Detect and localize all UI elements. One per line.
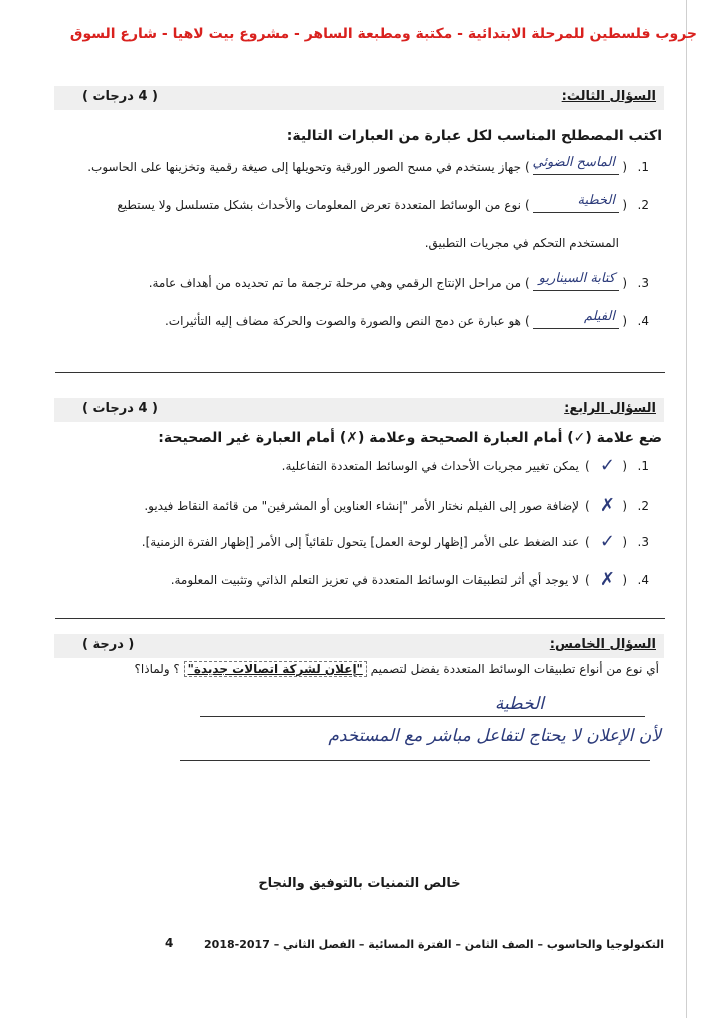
q4-item-4 <box>59 570 649 594</box>
q3-item-3 <box>59 273 649 297</box>
item-number: 3. <box>637 535 649 549</box>
item-text: نوع من الوسائط المتعددة تعرض المعلومات والأحداث بشكل متسلسل ولا يستطيع <box>117 198 521 212</box>
q4-item-1 <box>59 456 649 480</box>
item-number: 1. <box>637 459 649 473</box>
item-number: 1. <box>637 160 649 174</box>
answer-blank: ( الماسح الضوئي ) <box>525 155 627 174</box>
check-icon: ✓ <box>599 455 615 476</box>
section-divider <box>55 618 665 619</box>
q3-instruction: اكتب المصطلح المناسب لكل عبارة من العبارات التالية: <box>286 128 662 144</box>
q3-item-4 <box>59 311 649 335</box>
q4-item-2 <box>59 496 649 520</box>
item-text: عند الضغط على الأمر [إظهار لوحة العمل] يتحول تلقائياً إلى الأمر [إظهار الفترة الزمنية]. <box>141 535 579 549</box>
answer-mark: ( ✓ ) <box>585 531 627 552</box>
check-icon: ✓ <box>599 531 615 552</box>
q5-score: ( درجة ) <box>82 637 135 652</box>
answer-mark: ( ✗ ) <box>585 495 627 516</box>
q5-text-before: أي نوع من أنواع تطبيقات الوسائط المتعددة يفضل لتصميم <box>370 662 659 676</box>
handwritten-answer: الفيلم <box>583 309 615 324</box>
q4-instruction: ضع علامة (✓) أمام العبارة الصحيحة وعلامة (✗) أمام العبارة غير الصحيحة: <box>158 430 662 446</box>
q5-title-bar <box>54 634 664 658</box>
page-number: 4 <box>165 936 174 950</box>
page-footer: التكنولوجيا والحاسوب – الصف الثامن – الفترة المسائية – الفصل الثاني – 2017-2018 <box>204 938 664 951</box>
section-divider <box>55 372 665 373</box>
q5-handwritten-answer-1: الخطية <box>494 694 544 714</box>
cross-icon: ✗ <box>599 495 615 516</box>
q5-text-after: ؟ ولماذا؟ <box>134 662 180 676</box>
cross-icon: ✗ <box>599 569 615 590</box>
q3-title: السؤال الثالث: <box>561 89 656 104</box>
item-number: 2. <box>637 198 649 212</box>
page-header: جروب فلسطين للمرحلة الابتدائية - مكتبة ومطبعة الساهر - مشروع بيت لاهيا - شارع السوق <box>69 26 697 42</box>
answer-blank: ( الخطية ) <box>525 193 627 212</box>
q4-score: ( 4 درجات ) <box>82 401 158 416</box>
q4-item-3 <box>59 532 649 556</box>
q5-question <box>135 662 659 676</box>
q3-item-2 <box>59 195 649 219</box>
item-number: 4. <box>637 573 649 587</box>
answer-line <box>180 760 650 761</box>
q3-score: ( 4 درجات ) <box>82 89 158 104</box>
item-text: من مراحل الإنتاج الرقمي وهي مرحلة ترجمة ما تم تحديده من أهداف عامة. <box>148 276 521 290</box>
q5-highlight: "إعلان لشركة اتصالات جديدة" <box>184 661 367 677</box>
page-edge-line <box>686 0 687 1018</box>
item-number: 4. <box>637 314 649 328</box>
item-text: لا يوجد أي أثر لتطبيقات الوسائط المتعددة في تعزيز التعلم الذاتي وتثبيت المعلومة. <box>170 573 579 587</box>
handwritten-answer: الخطية <box>577 193 615 208</box>
item-number: 3. <box>637 276 649 290</box>
q5-title: السؤال الخامس: <box>549 637 656 652</box>
closing-message: خالص التمنيات بالتوفيق والنجاح <box>258 876 461 891</box>
q3-item-1 <box>59 157 649 181</box>
item-text: يمكن تغيير مجريات الأحداث في الوسائط المتعددة التفاعلية. <box>281 459 579 473</box>
q4-title: السؤال الرابع: <box>564 401 656 416</box>
answer-blank: ( كتابة السيناريو ) <box>525 271 627 290</box>
handwritten-answer: الماسح الضوئي <box>532 155 615 170</box>
q5-handwritten-answer-2: لأن الإعلان لا يحتاج لتفاعل مباشر مع المستخدم <box>328 726 661 746</box>
answer-blank: ( الفيلم ) <box>525 309 627 328</box>
item-text: لإضافة صور إلى الفيلم نختار الأمر "إنشاء العناوين أو المشرفين" من قائمة النقاط فيديو. <box>144 499 579 513</box>
q4-title-bar <box>54 398 664 422</box>
answer-mark: ( ✗ ) <box>585 569 627 590</box>
q3-item-2-continuation: المستخدم التحكم في مجريات التطبيق. <box>424 236 619 250</box>
item-text: جهاز يستخدم في مسح الصور الورقية وتحويلها إلى صيغة رقمية وتخزينها على الحاسوب. <box>87 160 521 174</box>
handwritten-answer: كتابة السيناريو <box>538 271 615 286</box>
q3-title-bar <box>54 86 664 110</box>
answer-line <box>200 716 645 717</box>
item-text: هو عبارة عن دمج النص والصورة والصوت والحركة مضاف إليه التأثيرات. <box>164 314 521 328</box>
answer-mark: ( ✓ ) <box>585 455 627 476</box>
item-number: 2. <box>637 499 649 513</box>
